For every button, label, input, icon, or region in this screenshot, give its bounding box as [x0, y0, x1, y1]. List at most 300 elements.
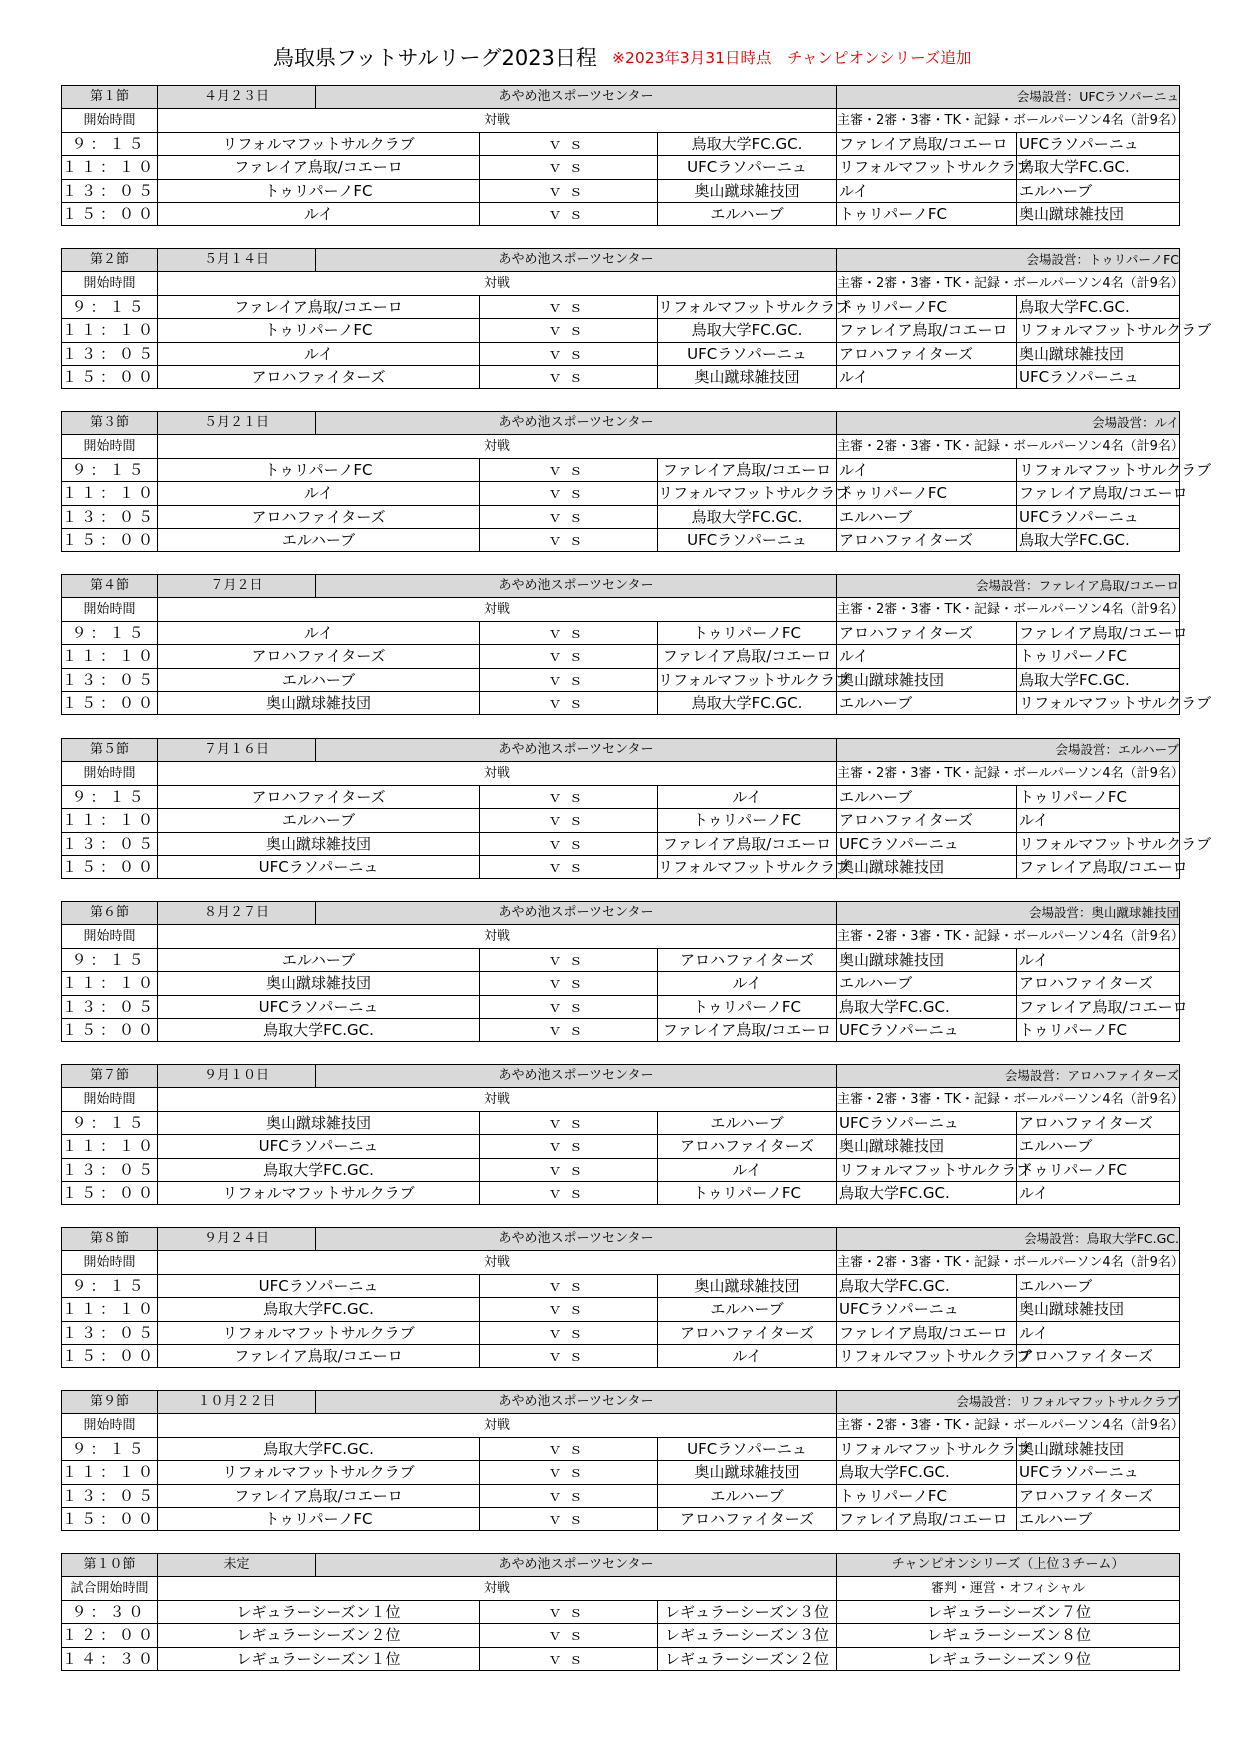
vs-label: ｖｓ: [480, 482, 658, 505]
referee-team-1: ルイ: [837, 458, 1017, 481]
match-row: [62, 202, 1180, 225]
match-row: [62, 832, 1180, 855]
match-row: [62, 948, 1180, 971]
venue-setup-cell: [837, 1391, 1180, 1414]
match-label: 対戦: [158, 1088, 837, 1111]
champion-series-label: チャンピオンシリーズ（上位３チーム）: [837, 1554, 1180, 1577]
referee-team-1: エルハーブ: [837, 785, 1017, 808]
update-note: ※2023年3月31日時点 チャンピオンシリーズ追加: [612, 49, 972, 67]
vs-label: ｖｓ: [480, 1484, 658, 1507]
vs-label: ｖｓ: [480, 1274, 658, 1297]
round-venue: あやめ池スポーツセンター: [316, 1065, 837, 1088]
referees-label: 主審・2審・3審・TK・記録・ボールパーソン4名（計9名）: [837, 598, 1180, 621]
home-team: 鳥取大学FC.GC.: [158, 1158, 480, 1181]
match-time: １５：００: [62, 691, 158, 714]
round-name: 第５節: [62, 739, 158, 762]
venue-setup-cell: [837, 1228, 1180, 1251]
referee-team-2: エルハーブ: [1017, 1274, 1180, 1297]
round-venue: あやめ池スポーツセンター: [316, 86, 837, 109]
match-time: １３：０５: [62, 179, 158, 202]
vs-label: ｖｓ: [480, 809, 658, 832]
match-time: ９：１５: [62, 295, 158, 318]
match-time: １１：１０: [62, 1135, 158, 1158]
referee-team-1: 奥山蹴球雑技団: [837, 1135, 1017, 1158]
referee-team-2: UFCラソパーニュ: [1017, 1461, 1180, 1484]
home-team: トゥリパーノFC: [158, 458, 480, 481]
match-label: 対戦: [158, 598, 837, 621]
vs-label: ｖｓ: [480, 668, 658, 691]
match-time: １１：１０: [62, 156, 158, 179]
round-name: 第１節: [62, 86, 158, 109]
referee-team-1: 鳥取大学FC.GC.: [837, 1274, 1017, 1297]
start-time-label: 開始時間: [62, 1251, 158, 1274]
round-table: [61, 248, 1212, 389]
referee-team-1: トゥリパーノFC: [837, 202, 1017, 225]
referee-team-2: トゥリパーノFC: [1017, 1018, 1180, 1041]
round-name: 第１０節: [62, 1554, 158, 1577]
match-row: [62, 691, 1180, 714]
round-date: ５月２１日: [158, 412, 316, 435]
officials-team: レギュラーシーズン８位: [837, 1624, 1180, 1647]
referee-team-2: 鳥取大学FC.GC.: [1017, 156, 1180, 179]
vs-label: ｖｓ: [480, 1600, 658, 1623]
away-team: レギュラーシーズン２位: [658, 1647, 837, 1670]
referee-team-2: エルハーブ: [1017, 1507, 1180, 1530]
referee-team-1: アロハファイターズ: [837, 621, 1017, 644]
referee-team-1: リフォルマフットサルクラブ: [837, 1158, 1017, 1181]
home-team: アロハファイターズ: [158, 505, 480, 528]
away-team: 奥山蹴球雑技団: [658, 1461, 837, 1484]
round-header: [62, 1065, 1180, 1088]
vs-label: ｖｓ: [480, 1181, 658, 1204]
match-time: １５：００: [62, 855, 158, 878]
away-team: ルイ: [658, 1344, 837, 1367]
match-row: [62, 179, 1180, 202]
match-row: [62, 785, 1180, 808]
referee-team-2: エルハーブ: [1017, 179, 1180, 202]
column-header: [62, 598, 1180, 621]
home-team: ルイ: [158, 621, 480, 644]
vs-label: ｖｓ: [480, 295, 658, 318]
round-table: [61, 738, 1212, 879]
home-team: レギュラーシーズン２位: [158, 1624, 480, 1647]
match-time: ９：１５: [62, 1274, 158, 1297]
round-venue: あやめ池スポーツセンター: [316, 575, 837, 598]
match-time: １１：１０: [62, 319, 158, 342]
referee-team-1: エルハーブ: [837, 691, 1017, 714]
match-time: １３：０５: [62, 1484, 158, 1507]
home-team: UFCラソパーニュ: [158, 995, 480, 1018]
match-label: 対戦: [158, 1577, 837, 1600]
home-team: 奥山蹴球雑技団: [158, 1111, 480, 1134]
match-row: [62, 458, 1180, 481]
away-team: アロハファイターズ: [658, 1507, 837, 1530]
round-name: 第８節: [62, 1228, 158, 1251]
home-team: トゥリパーノFC: [158, 319, 480, 342]
referee-team-2: ファレイア鳥取/コエーロ: [1017, 995, 1180, 1018]
match-label: 対戦: [158, 1414, 837, 1437]
vs-label: ｖｓ: [480, 132, 658, 155]
away-team: エルハーブ: [658, 1111, 837, 1134]
referee-team-1: ファレイア鳥取/コエーロ: [837, 1321, 1017, 1344]
match-row: [62, 1437, 1180, 1460]
vs-label: ｖｓ: [480, 948, 658, 971]
away-team: 奥山蹴球雑技団: [658, 365, 837, 388]
round-header: [62, 412, 1180, 435]
home-team: エルハーブ: [158, 528, 480, 551]
home-team: ルイ: [158, 202, 480, 225]
referee-team-2: ファレイア鳥取/コエーロ: [1017, 855, 1180, 878]
match-label: 対戦: [158, 762, 837, 785]
start-time-label: 試合開始時間: [62, 1577, 158, 1600]
match-label: 対戦: [158, 925, 837, 948]
referee-team-1: UFCラソパーニュ: [837, 832, 1017, 855]
away-team: レギュラーシーズン３位: [658, 1600, 837, 1623]
round-date: ７月１６日: [158, 739, 316, 762]
match-row: [62, 505, 1180, 528]
match-row: [62, 1484, 1180, 1507]
match-row: [62, 1298, 1180, 1321]
title-row: [0, 38, 1240, 78]
officials-team: レギュラーシーズン７位: [837, 1600, 1180, 1623]
round-date: ８月２７日: [158, 902, 316, 925]
match-row: [62, 1181, 1180, 1204]
match-time: ９：１５: [62, 1437, 158, 1460]
column-header: [62, 109, 1180, 132]
start-time-label: 開始時間: [62, 598, 158, 621]
match-row: [62, 1344, 1180, 1367]
vs-label: ｖｓ: [480, 156, 658, 179]
column-header: [62, 1088, 1180, 1111]
away-team: 鳥取大学FC.GC.: [658, 319, 837, 342]
vs-label: ｖｓ: [480, 785, 658, 808]
round-name: 第６節: [62, 902, 158, 925]
match-time: ９：３０: [62, 1600, 158, 1623]
home-team: エルハーブ: [158, 948, 480, 971]
match-time: １３：０５: [62, 1321, 158, 1344]
round-table: [61, 1390, 1184, 1531]
referee-team-2: 鳥取大学FC.GC.: [1017, 668, 1180, 691]
match-time: １５：００: [62, 1181, 158, 1204]
match-time: １３：０５: [62, 832, 158, 855]
referee-team-1: リフォルマフットサルクラブ: [837, 1344, 1017, 1367]
round-header: [62, 86, 1180, 109]
referee-team-2: リフォルマフットサルクラブ: [1017, 319, 1180, 342]
vs-label: ｖｓ: [480, 1624, 658, 1647]
round-table: [61, 1064, 1184, 1205]
round-venue: あやめ池スポーツセンター: [316, 249, 837, 272]
referee-team-2: アロハファイターズ: [1017, 1111, 1180, 1134]
away-team: エルハーブ: [658, 1484, 837, 1507]
referee-team-2: エルハーブ: [1017, 1135, 1180, 1158]
vs-label: ｖｓ: [480, 1437, 658, 1460]
home-team: 鳥取大学FC.GC.: [158, 1018, 480, 1041]
match-row: [62, 1018, 1180, 1041]
away-team: ルイ: [658, 1158, 837, 1181]
round-venue: あやめ池スポーツセンター: [316, 1554, 837, 1577]
round-name: 第９節: [62, 1391, 158, 1414]
away-team: リフォルマフットサルクラブ: [658, 668, 837, 691]
round-name: 第４節: [62, 575, 158, 598]
match-row: [62, 319, 1180, 342]
venue-setup-cell: [837, 1065, 1180, 1088]
home-team: レギュラーシーズン１位: [158, 1600, 480, 1623]
officials-team: レギュラーシーズン９位: [837, 1647, 1180, 1670]
page-title: 鳥取県フットサルリーグ2023日程: [273, 46, 597, 70]
vs-label: ｖｓ: [480, 1158, 658, 1181]
vs-label: ｖｓ: [480, 995, 658, 1018]
match-time: １３：０５: [62, 668, 158, 691]
vs-label: ｖｓ: [480, 1321, 658, 1344]
referees-label: 主審・2審・3審・TK・記録・ボールパーソン4名（計9名）: [837, 762, 1180, 785]
column-header: [62, 1414, 1180, 1437]
match-row: [62, 528, 1180, 551]
home-team: 奥山蹴球雑技団: [158, 972, 480, 995]
referee-team-2: UFCラソパーニュ: [1017, 365, 1180, 388]
start-time-label: 開始時間: [62, 272, 158, 295]
home-team: レギュラーシーズン１位: [158, 1647, 480, 1670]
referee-team-2: トゥリパーノFC: [1017, 785, 1180, 808]
vs-label: ｖｓ: [480, 528, 658, 551]
referee-team-1: UFCラソパーニュ: [837, 1298, 1017, 1321]
referee-team-2: リフォルマフットサルクラブ: [1017, 691, 1180, 714]
match-label: 対戦: [158, 272, 837, 295]
column-header: [62, 925, 1180, 948]
start-time-label: 開始時間: [62, 1088, 158, 1111]
away-team: アロハファイターズ: [658, 948, 837, 971]
round-table: [61, 1227, 1184, 1368]
match-row: [62, 156, 1180, 179]
referee-team-2: 奥山蹴球雑技団: [1017, 1437, 1180, 1460]
match-row: [62, 1135, 1180, 1158]
away-team: トゥリパーノFC: [658, 809, 837, 832]
start-time-label: 開始時間: [62, 1414, 158, 1437]
match-row: [62, 1274, 1180, 1297]
vs-label: ｖｓ: [480, 1461, 658, 1484]
referee-team-1: トゥリパーノFC: [837, 295, 1017, 318]
home-team: リフォルマフットサルクラブ: [158, 1461, 480, 1484]
referee-team-2: トゥリパーノFC: [1017, 1158, 1180, 1181]
referee-team-1: リフォルマフットサルクラブ: [837, 1437, 1017, 1460]
round-date: ４月２３日: [158, 86, 316, 109]
referees-label: 主審・2審・3審・TK・記録・ボールパーソン4名（計9名）: [837, 272, 1180, 295]
away-team: ファレイア鳥取/コエーロ: [658, 832, 837, 855]
match-row: [62, 342, 1180, 365]
referees-label: 主審・2審・3審・TK・記録・ボールパーソン4名（計9名）: [837, 109, 1180, 132]
match-time: １３：０５: [62, 342, 158, 365]
round-header: [62, 249, 1180, 272]
away-team: UFCラソパーニュ: [658, 156, 837, 179]
match-time: ９：１５: [62, 621, 158, 644]
venue-setup: 会場設営：ルイ: [1092, 415, 1180, 430]
away-team: ファレイア鳥取/コエーロ: [658, 1018, 837, 1041]
round-header: [62, 739, 1180, 762]
away-team: 鳥取大学FC.GC.: [658, 132, 837, 155]
home-team: アロハファイターズ: [158, 785, 480, 808]
match-time: １４：３０: [62, 1647, 158, 1670]
referee-team-1: ファレイア鳥取/コエーロ: [837, 319, 1017, 342]
round-date: ５月１４日: [158, 249, 316, 272]
venue-setup-cell: [837, 902, 1180, 925]
round-venue: あやめ池スポーツセンター: [316, 1391, 837, 1414]
match-row: [62, 1111, 1180, 1134]
referee-team-1: 鳥取大学FC.GC.: [837, 1181, 1017, 1204]
venue-setup-cell: [837, 412, 1180, 435]
referee-team-1: 鳥取大学FC.GC.: [837, 1461, 1017, 1484]
column-header: [62, 272, 1180, 295]
referee-team-2: UFCラソパーニュ: [1017, 505, 1180, 528]
match-time: １５：００: [62, 202, 158, 225]
home-team: トゥリパーノFC: [158, 1507, 480, 1530]
vs-label: ｖｓ: [480, 1135, 658, 1158]
referee-team-1: ルイ: [837, 645, 1017, 668]
home-team: UFCラソパーニュ: [158, 1135, 480, 1158]
vs-label: ｖｓ: [480, 505, 658, 528]
away-team: レギュラーシーズン３位: [658, 1624, 837, 1647]
vs-label: ｖｓ: [480, 972, 658, 995]
round-venue: あやめ池スポーツセンター: [316, 902, 837, 925]
match-time: １２：００: [62, 1624, 158, 1647]
match-label: 対戦: [158, 435, 837, 458]
column-header: [62, 762, 1180, 785]
home-team: トゥリパーノFC: [158, 179, 480, 202]
referees-label: 主審・2審・3審・TK・記録・ボールパーソン4名（計9名）: [837, 1088, 1180, 1111]
away-team: 鳥取大学FC.GC.: [658, 505, 837, 528]
home-team: 鳥取大学FC.GC.: [158, 1298, 480, 1321]
home-team: ルイ: [158, 482, 480, 505]
home-team: ファレイア鳥取/コエーロ: [158, 1344, 480, 1367]
match-row: [62, 855, 1180, 878]
away-team: UFCラソパーニュ: [658, 1437, 837, 1460]
away-team: 奥山蹴球雑技団: [658, 1274, 837, 1297]
match-time: ９：１５: [62, 458, 158, 481]
away-team: アロハファイターズ: [658, 1321, 837, 1344]
referee-team-1: トゥリパーノFC: [837, 482, 1017, 505]
venue-setup: 会場設営：奥山蹴球雑技団: [1029, 905, 1180, 920]
referee-team-2: ファレイア鳥取/コエーロ: [1017, 482, 1180, 505]
referee-team-2: 鳥取大学FC.GC.: [1017, 295, 1180, 318]
vs-label: ｖｓ: [480, 179, 658, 202]
round-table: [61, 411, 1212, 552]
referee-team-1: リフォルマフットサルクラブ: [837, 156, 1017, 179]
venue-setup-cell: [837, 739, 1180, 762]
round-header: [62, 902, 1180, 925]
referee-team-1: エルハーブ: [837, 972, 1017, 995]
vs-label: ｖｓ: [480, 1647, 658, 1670]
home-team: ルイ: [158, 342, 480, 365]
start-time-label: 開始時間: [62, 762, 158, 785]
away-team: UFCラソパーニュ: [658, 528, 837, 551]
home-team: ファレイア鳥取/コエーロ: [158, 1484, 480, 1507]
venue-setup-cell: [837, 249, 1180, 272]
venue-setup: 会場設営：アロハファイターズ: [1004, 1068, 1180, 1083]
match-time: １３：０５: [62, 1158, 158, 1181]
round-date: ９月１０日: [158, 1065, 316, 1088]
round-table: [61, 85, 1184, 226]
vs-label: ｖｓ: [480, 202, 658, 225]
round-table: [61, 901, 1188, 1042]
venue-setup-cell: [837, 86, 1180, 109]
round-header: [62, 1391, 1180, 1414]
match-time: ９：１５: [62, 1111, 158, 1134]
referee-team-2: 奥山蹴球雑技団: [1017, 342, 1180, 365]
vs-label: ｖｓ: [480, 458, 658, 481]
away-team: リフォルマフットサルクラブ: [658, 855, 837, 878]
vs-label: ｖｓ: [480, 319, 658, 342]
home-team: UFCラソパーニュ: [158, 1274, 480, 1297]
referee-team-1: アロハファイターズ: [837, 809, 1017, 832]
referees-label: 主審・2審・3審・TK・記録・ボールパーソン4名（計9名）: [837, 1251, 1180, 1274]
match-row: [62, 295, 1180, 318]
home-team: アロハファイターズ: [158, 645, 480, 668]
match-label: 対戦: [158, 109, 837, 132]
match-time: １３：０５: [62, 505, 158, 528]
referee-team-2: トゥリパーノFC: [1017, 645, 1180, 668]
away-team: ファレイア鳥取/コエーロ: [658, 458, 837, 481]
match-row: [62, 1624, 1180, 1647]
match-row: [62, 1507, 1180, 1530]
round-venue: あやめ池スポーツセンター: [316, 412, 837, 435]
match-row: [62, 1461, 1180, 1484]
vs-label: ｖｓ: [480, 1298, 658, 1321]
referee-team-1: 奥山蹴球雑技団: [837, 668, 1017, 691]
match-time: １１：１０: [62, 1298, 158, 1321]
home-team: アロハファイターズ: [158, 365, 480, 388]
referees-label: 主審・2審・3審・TK・記録・ボールパーソン4名（計9名）: [837, 1414, 1180, 1437]
vs-label: ｖｓ: [480, 342, 658, 365]
home-team: 鳥取大学FC.GC.: [158, 1437, 480, 1460]
referee-team-2: ルイ: [1017, 948, 1180, 971]
match-time: １５：００: [62, 1344, 158, 1367]
match-row: [62, 1647, 1180, 1670]
match-time: １１：１０: [62, 972, 158, 995]
home-team: 奥山蹴球雑技団: [158, 691, 480, 714]
round-date: １０月２２日: [158, 1391, 316, 1414]
referee-team-1: ファレイア鳥取/コエーロ: [837, 132, 1017, 155]
column-header: [62, 1251, 1180, 1274]
referee-team-2: 鳥取大学FC.GC.: [1017, 528, 1180, 551]
referee-team-1: 奥山蹴球雑技団: [837, 855, 1017, 878]
away-team: UFCラソパーニュ: [658, 342, 837, 365]
referee-team-2: アロハファイターズ: [1017, 972, 1180, 995]
referee-team-2: アロハファイターズ: [1017, 1344, 1180, 1367]
round-header: [62, 575, 1180, 598]
match-time: １１：１０: [62, 645, 158, 668]
start-time-label: 開始時間: [62, 109, 158, 132]
round-name: 第７節: [62, 1065, 158, 1088]
away-team: トゥリパーノFC: [658, 1181, 837, 1204]
referees-label: 主審・2審・3審・TK・記録・ボールパーソン4名（計9名）: [837, 435, 1180, 458]
home-team: エルハーブ: [158, 809, 480, 832]
venue-setup: 会場設営：トゥリパーノFC: [1026, 252, 1180, 267]
match-label: 対戦: [158, 1251, 837, 1274]
match-time: １５：００: [62, 365, 158, 388]
match-row: [62, 668, 1180, 691]
referee-team-1: エルハーブ: [837, 505, 1017, 528]
round-name: 第３節: [62, 412, 158, 435]
home-team: 奥山蹴球雑技団: [158, 832, 480, 855]
referee-team-2: ルイ: [1017, 809, 1180, 832]
start-time-label: 開始時間: [62, 435, 158, 458]
match-row: [62, 995, 1180, 1018]
match-time: １３：０５: [62, 995, 158, 1018]
match-time: ９：１５: [62, 132, 158, 155]
away-team: エルハーブ: [658, 202, 837, 225]
match-time: １５：００: [62, 1507, 158, 1530]
referees-label: 主審・2審・3審・TK・記録・ボールパーソン4名（計9名）: [837, 925, 1180, 948]
referee-team-1: ルイ: [837, 179, 1017, 202]
vs-label: ｖｓ: [480, 621, 658, 644]
